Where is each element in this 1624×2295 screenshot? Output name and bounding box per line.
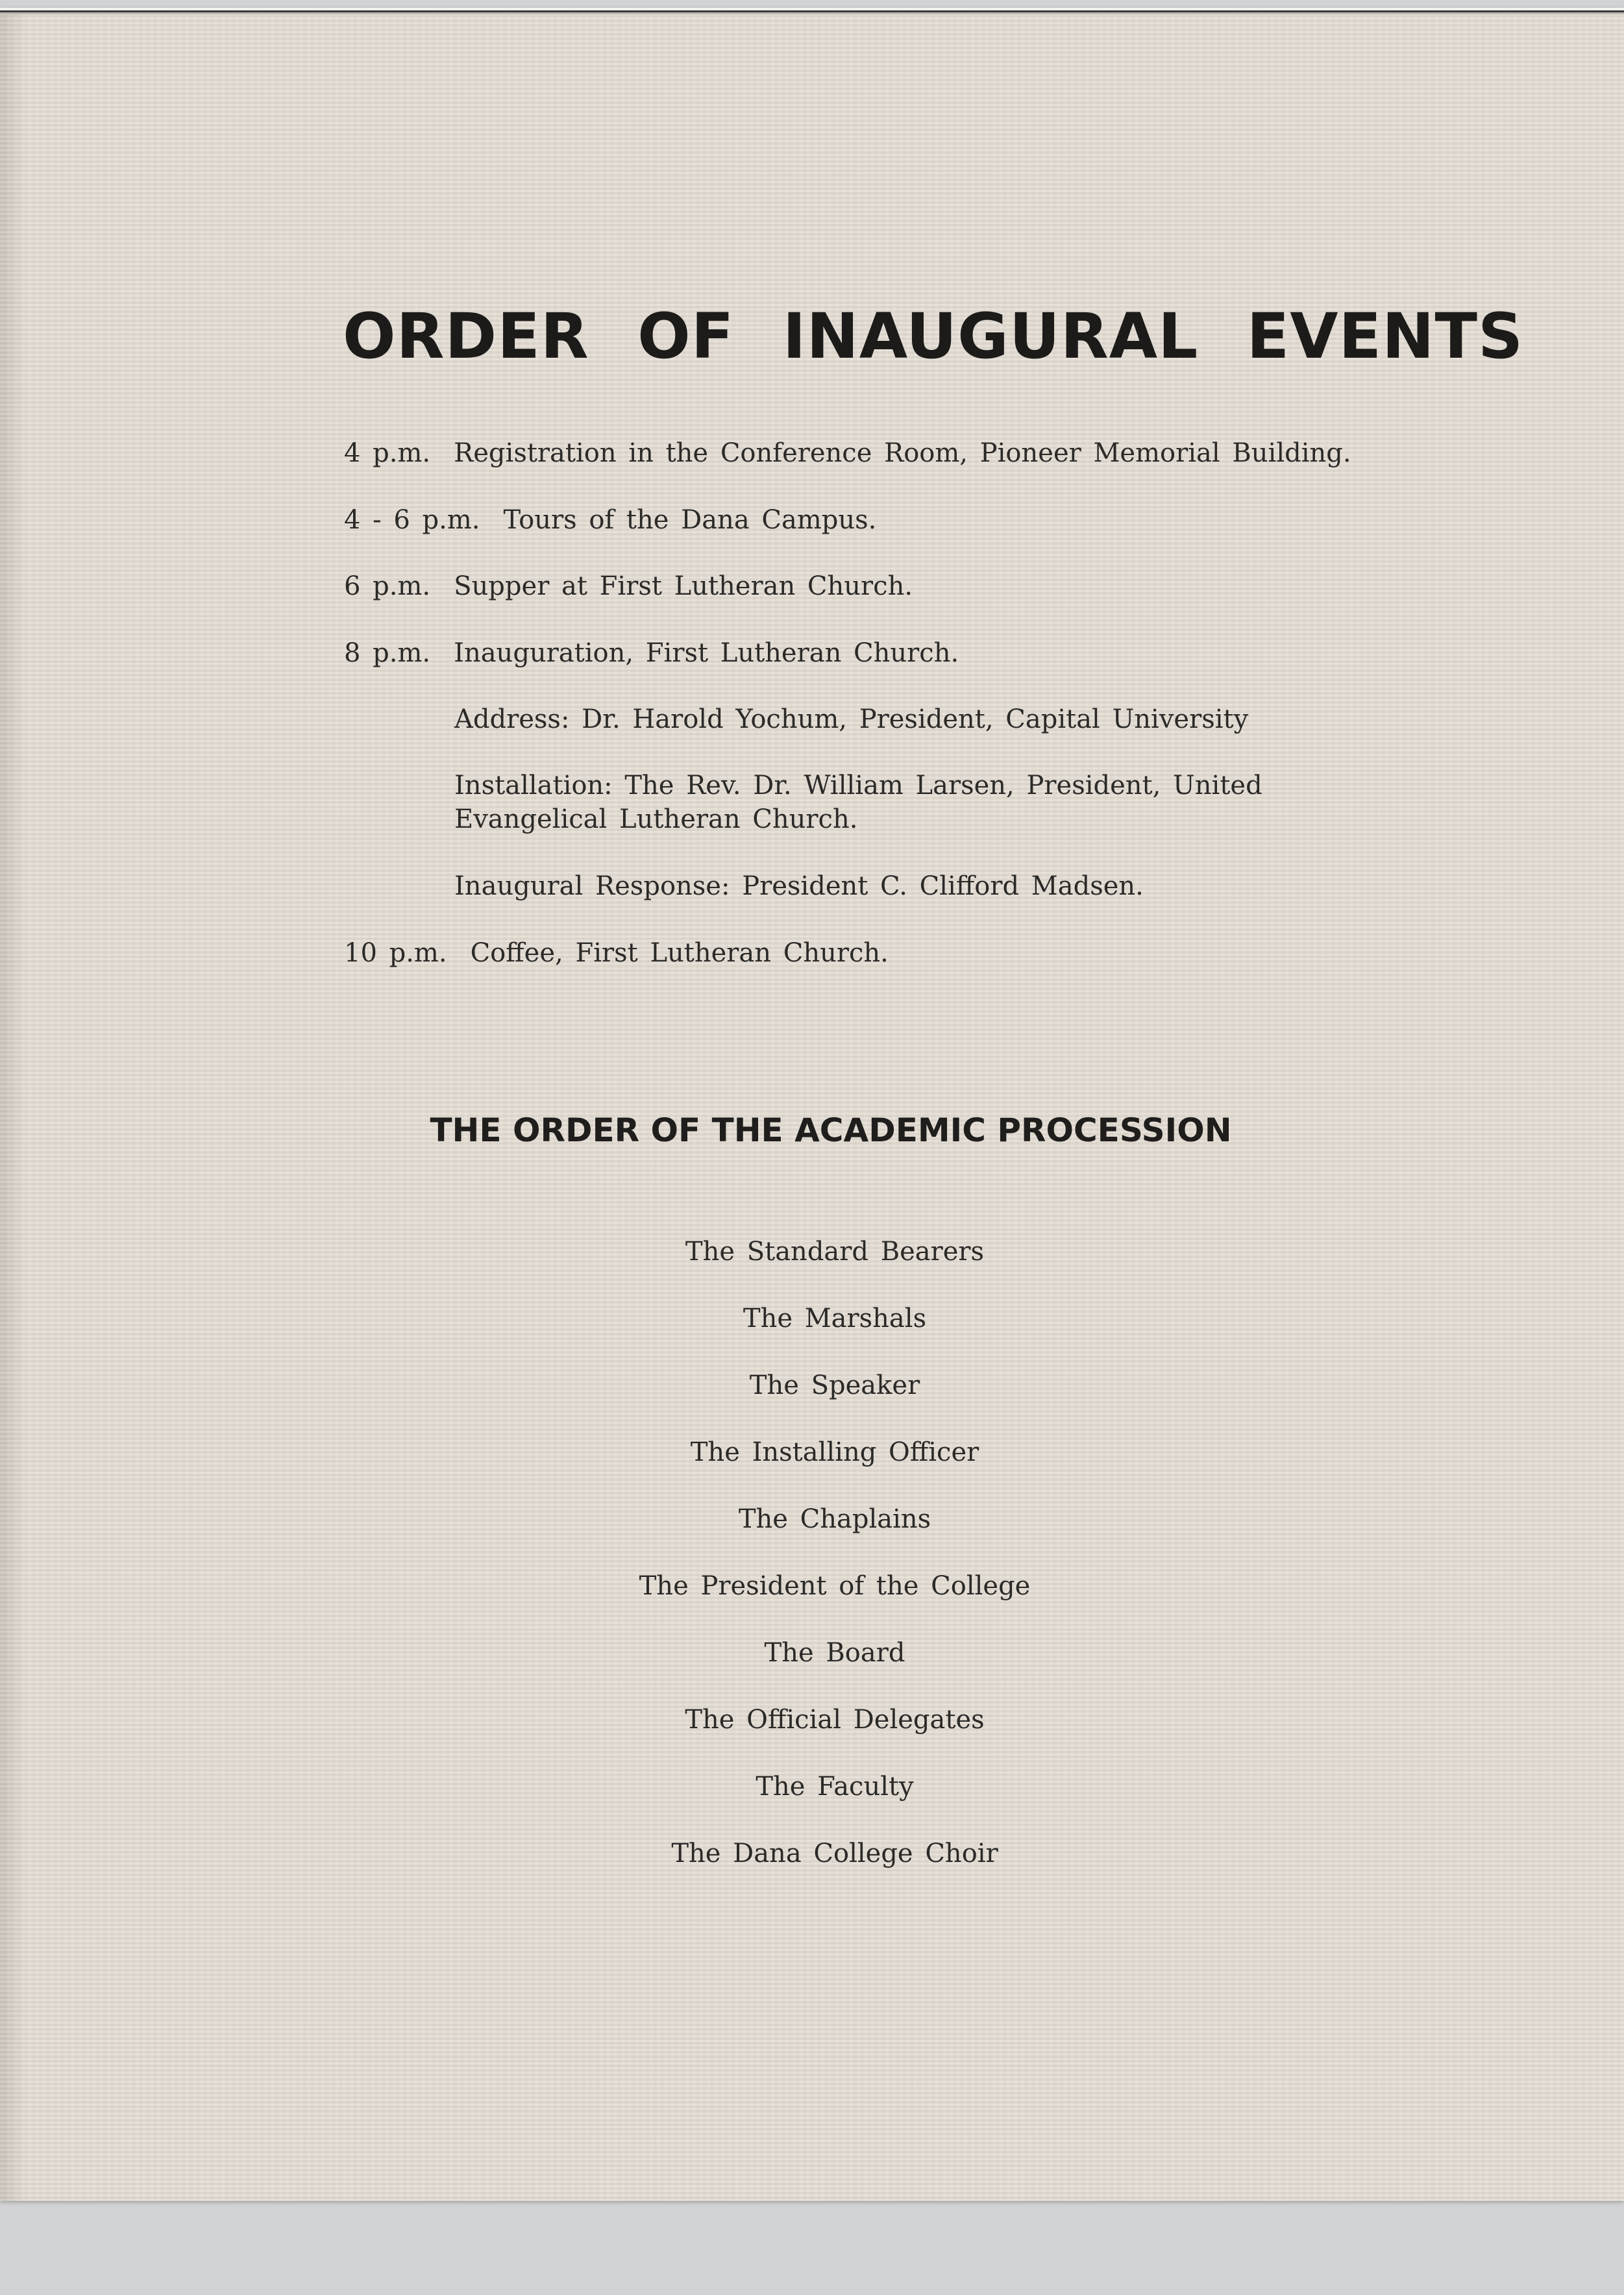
event-text: Inauguration, First Lutheran Church. [454, 638, 959, 668]
list-item: The Standard Bearers [685, 1237, 985, 1267]
list-item: The Dana College Choir [671, 1839, 998, 1868]
event-time: 6 p.m. [344, 571, 431, 601]
detail-text: The Rev. Dr. William Larsen, President, United Evangelical Lutheran Church. [454, 771, 1262, 834]
procession-title: THE ORDER OF THE ACADEMIC PROCESSION [430, 1111, 1232, 1149]
inauguration-detail [454, 869, 1337, 903]
list-item: The Board [764, 1638, 905, 1668]
list-item: The Marshals [743, 1304, 927, 1334]
event-time: 4 p.m. [344, 438, 431, 468]
inauguration-detail [454, 769, 1337, 836]
list-item: The President of the College [639, 1571, 1031, 1601]
list-item: The Chaplains [738, 1504, 931, 1534]
detail-label: Inaugural Response: [454, 871, 730, 901]
detail-text: President C. Clifford Madsen. [742, 871, 1144, 901]
document-page [0, 8, 1624, 2201]
event-item [344, 936, 889, 970]
event-time: 8 p.m. [344, 638, 431, 668]
detail-label: Installation: [454, 771, 613, 800]
event-item [344, 569, 913, 603]
event-text: Tours of the Dana Campus. [503, 505, 877, 535]
list-item: The Official Delegates [685, 1705, 985, 1735]
event-time: 4 - 6 p.m. [344, 505, 480, 535]
event-time: 10 p.m. [344, 938, 447, 968]
event-text: Coffee, First Lutheran Church. [470, 938, 889, 968]
event-item [344, 503, 876, 537]
list-item: The Faculty [756, 1772, 914, 1802]
detail-label: Address: [454, 704, 570, 734]
procession-list [0, 1219, 1624, 1887]
page-title: ORDER OF INAUGURAL EVENTS [343, 300, 1524, 373]
page-top-edge [0, 8, 1624, 14]
event-item [344, 636, 959, 670]
list-item: The Speaker [749, 1371, 920, 1400]
detail-text: Dr. Harold Yochum, President, Capital University [582, 704, 1249, 734]
event-item [344, 436, 1351, 470]
inauguration-detail [454, 702, 1337, 736]
event-text: Registration in the Conference Room, Pioneer Memorial Building. [454, 438, 1351, 468]
list-item: The Installing Officer [690, 1437, 979, 1467]
event-text: Supper at First Lutheran Church. [454, 571, 913, 601]
